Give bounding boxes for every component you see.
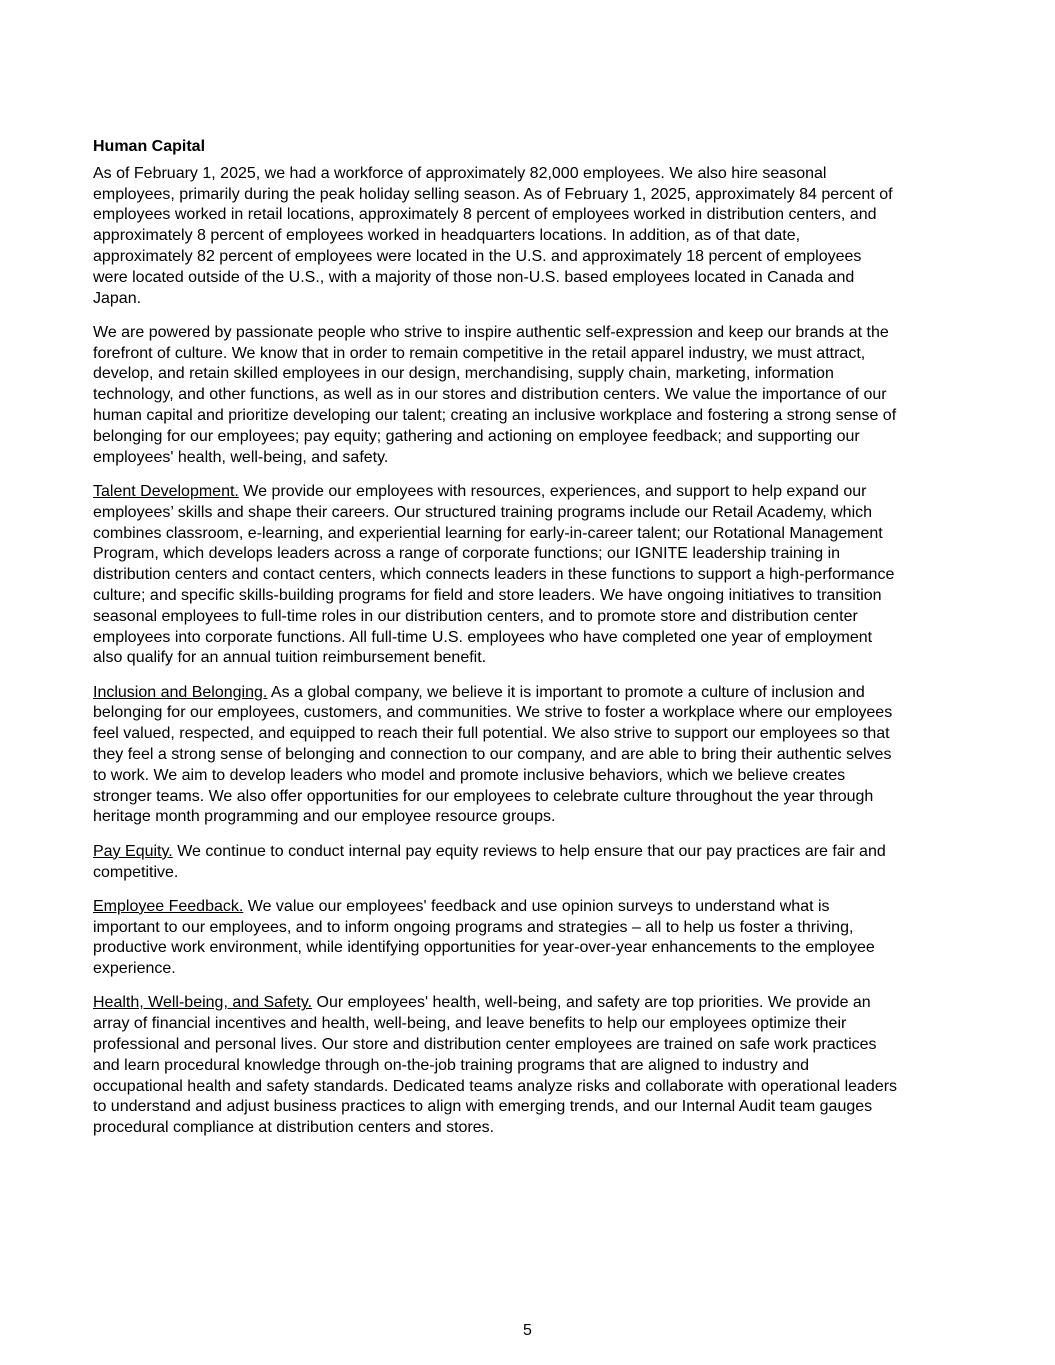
text-line [93, 205, 973, 226]
line-text: As of February 1, 2025, we had a workforce of approximately 82,000 employees. We also hire seasonal [93, 164, 827, 182]
text-line [93, 1097, 973, 1118]
line-text: and learn procedural knowledge through on-the-job training programs that are aligned to industry and [93, 1056, 810, 1074]
line-text: procedural compliance at distribution centers and stores. [93, 1119, 495, 1137]
text-line [93, 683, 973, 704]
line-text: We are powered by passionate people who strive to inspire authentic self-expression and keep our brands at the [93, 323, 889, 341]
text-line [93, 993, 973, 1014]
line-text: Program, which develops leaders across a range of corporate functions; our IGNITE leadership training in [93, 545, 841, 563]
text-line [93, 807, 973, 828]
text-line [93, 586, 973, 607]
text-line [93, 1014, 973, 1035]
text-line [93, 503, 973, 524]
line-text: seasonal employees to full-time roles in our distribution centers, and to promote store and distribution center [93, 607, 858, 625]
line-text: approximately 8 percent of employees worked in headquarters locations. In addition, as of that date, [93, 227, 801, 245]
line-text: We value our employees' feedback and use opinion surveys to understand what is [243, 897, 830, 915]
line-text: also qualify for an annual tuition reimbursement benefit. [93, 649, 487, 667]
text-line [93, 565, 973, 586]
line-text: technology, and other functions, as well as in our stores and distribution centers. We value the importance of our [93, 386, 887, 404]
text-line [93, 524, 973, 545]
text-line [93, 364, 973, 385]
line-text: We provide our employees with resources, experiences, and support to help expand our [238, 482, 867, 500]
paragraph [93, 993, 973, 1139]
text-line [93, 787, 973, 808]
line-text: important to our employees, and to inform ongoing programs and strategies – all to help us foster a thriving, [93, 918, 854, 936]
text-line [93, 164, 973, 185]
text-line [93, 448, 973, 469]
line-text: approximately 82 percent of employees were located in the U.S. and approximately 18 percent of employees [93, 247, 862, 265]
text-line [93, 745, 973, 766]
line-text: distribution centers and contact centers, which connects leaders in these functions to support a high-performance [93, 566, 895, 584]
text-line [93, 323, 973, 344]
paragraph [93, 842, 973, 884]
text-line [93, 1056, 973, 1077]
text-line [93, 185, 973, 206]
paragraph [93, 323, 973, 469]
line-text: they feel a strong sense of belonging and connection to our company, and are able to bring their authentic selves [93, 746, 892, 764]
line-text: occupational health and safety standards. Dedicated teams analyze risks and collaborate with operational leaders [93, 1077, 898, 1095]
line-text: employees, primarily during the peak holiday selling season. As of February 1, 2025, approximately 84 percent of [93, 185, 893, 203]
paragraph [93, 164, 973, 310]
text-line [93, 897, 973, 918]
line-text: to understand and adjust business practices to align with emerging trends, and our Internal Audit team gauges [93, 1098, 873, 1116]
line-text: belonging for our employees, customers, and communities. We strive to foster a workplace where our employees [93, 704, 893, 722]
line-text: combines classroom, e-learning, and experiential learning for early-in-career talent; our Rotational Management [93, 524, 883, 542]
text-line [93, 1035, 973, 1056]
text-line [93, 607, 973, 628]
text-line [93, 938, 973, 959]
line-text: culture; and specific skills-building programs for field and store leaders. We have ongoing initiatives to transition [93, 586, 882, 604]
line-text: heritage month programming and our employee resource groups. [93, 808, 556, 826]
text-line [93, 427, 973, 448]
text-line [93, 406, 973, 427]
line-text: feel valued, respected, and equipped to reach their full potential. We also strive to support our employees so that [93, 725, 890, 743]
line-text: employees' health, well-being, and safety. [93, 448, 389, 466]
text-line [93, 628, 973, 649]
line-text: As a global company, we believe it is important to promote a culture of inclusion and [267, 683, 865, 701]
line-text: belonging for our employees; pay equity; gathering and actioning on employee feedback; and supporting our [93, 427, 860, 445]
text-line [93, 703, 973, 724]
text-line [93, 1077, 973, 1098]
text-line [93, 648, 973, 669]
line-text: employees into corporate functions. All full-time U.S. employees who have completed one year of employment [93, 628, 873, 646]
line-text: array of financial incentives and health, well-being, and leave benefits to help our employees optimize their [93, 1015, 847, 1033]
paragraph [93, 482, 973, 669]
text-line [93, 1118, 973, 1139]
line-text: were located outside of the U.S., with a majority of those non-U.S. based employees located in Canada and [93, 268, 855, 286]
text-line [93, 482, 973, 503]
text-line [93, 724, 973, 745]
line-text: stronger teams. We also offer opportunities for our employees to celebrate culture throughout the year through [93, 787, 874, 805]
text-line [93, 918, 973, 939]
paragraphs [93, 164, 973, 1139]
text-line [93, 863, 973, 884]
line-text: employees worked in retail locations, approximately 8 percent of employees worked in distribution centers, and [93, 206, 877, 224]
line-text: productive work environment, while identifying opportunities for year-over-year enhancements to the employee [93, 939, 875, 957]
line-text: competitive. [93, 863, 179, 881]
text-line [93, 842, 973, 863]
text-line [93, 289, 973, 310]
subsection-heading: Health, Well-being, and Safety. [93, 994, 313, 1012]
page-number: 5 [523, 1322, 532, 1339]
paragraph [93, 897, 973, 980]
line-text: professional and personal lives. Our store and distribution center employees are trained on safe work practices [93, 1036, 877, 1054]
line-text: We continue to conduct internal pay equity reviews to help ensure that our pay practices are fair and [172, 842, 886, 860]
text-line [93, 959, 973, 980]
line-text: experience. [93, 960, 176, 978]
subsection-heading: Talent Development. [93, 482, 239, 500]
text-line [93, 385, 973, 406]
paragraph [93, 683, 973, 829]
subsection-heading: Pay Equity. [93, 842, 173, 860]
subsection-heading: Employee Feedback. [93, 897, 244, 915]
line-text: Japan. [93, 289, 142, 307]
line-text: employees’ skills and shape their careers. Our structured training programs include our Retail Academy, which [93, 503, 873, 521]
text-line [93, 544, 973, 565]
text-line [93, 344, 973, 365]
document-page [93, 137, 973, 1153]
line-text: Our employees' health, well-being, and safety are top priorities. We provide an [312, 994, 871, 1012]
line-text: to work. We aim to develop leaders who model and promote inclusive behaviors, which we believe creates [93, 766, 846, 784]
text-line [93, 766, 973, 787]
text-line [93, 247, 973, 268]
line-text: human capital and prioritize developing our talent; creating an inclusive workplace and fostering a strong sense of [93, 407, 897, 425]
line-text: develop, and retain skilled employees in our design, merchandising, supply chain, marketing, information [93, 365, 834, 383]
text-line [93, 226, 973, 247]
section-title: Human Capital [93, 138, 206, 155]
line-text: forefront of culture. We know that in order to remain competitive in the retail apparel industry, we must attract, [93, 344, 866, 362]
subsection-heading: Inclusion and Belonging. [93, 683, 268, 701]
text-line [93, 268, 973, 289]
